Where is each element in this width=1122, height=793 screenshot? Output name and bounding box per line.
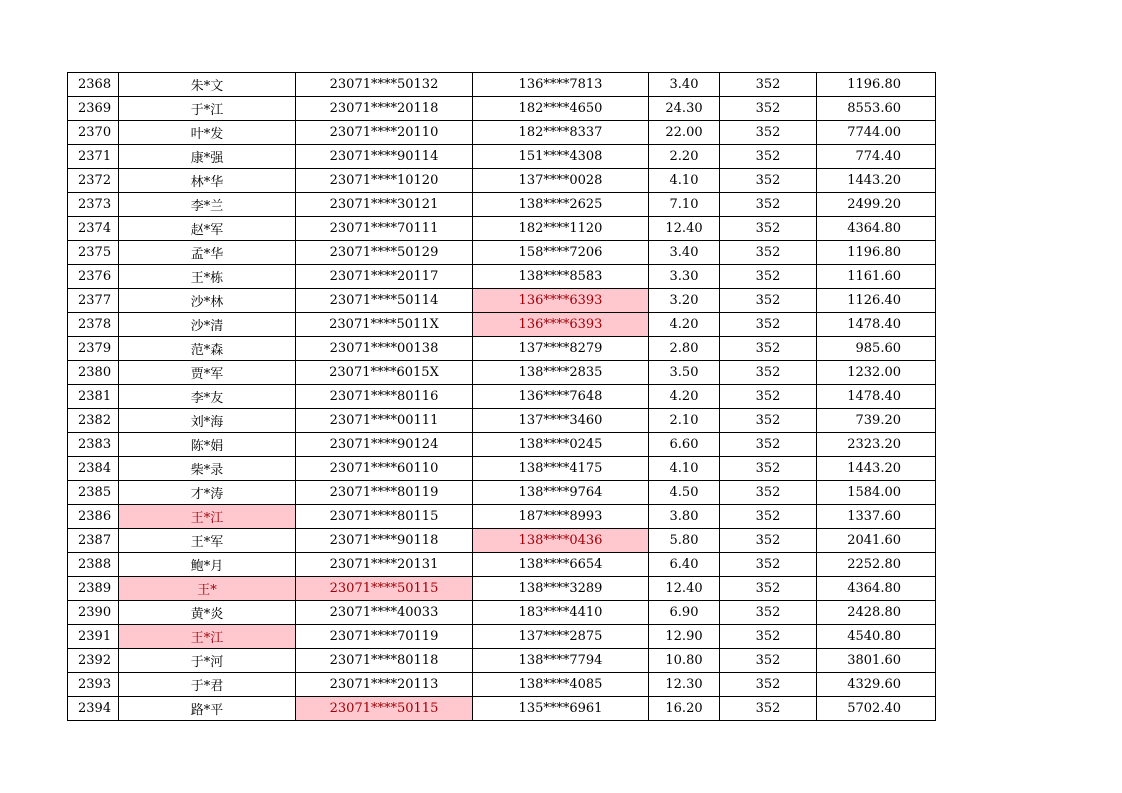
rate-cell: 352 [720,481,817,505]
area-cell: 2.20 [649,145,720,169]
area-cell: 4.10 [649,457,720,481]
row-number-cell: 2370 [68,121,119,145]
area-cell: 2.10 [649,409,720,433]
amount-cell: 5702.40 [817,697,936,721]
rate-cell: 352 [720,553,817,577]
table-row [68,505,936,529]
phone-cell: 135****6961 [473,697,649,721]
phone-cell: 183****4410 [473,601,649,625]
table-row [68,265,936,289]
table-row [68,385,936,409]
phone-cell: 138****2625 [473,193,649,217]
name-cell: 孟*华 [119,241,296,265]
table-row [68,601,936,625]
name-cell: 鲍*月 [119,553,296,577]
area-cell: 10.80 [649,649,720,673]
id-number-cell: 23071****90124 [296,433,473,457]
phone-cell: 158****7206 [473,241,649,265]
rate-cell: 352 [720,289,817,313]
amount-cell: 774.40 [817,145,936,169]
amount-cell: 1443.20 [817,457,936,481]
area-cell: 4.10 [649,169,720,193]
name-cell: 沙*林 [119,289,296,313]
amount-cell: 1196.80 [817,241,936,265]
rate-cell: 352 [720,649,817,673]
table-row [68,697,936,721]
name-cell: 康*强 [119,145,296,169]
row-number-cell: 2375 [68,241,119,265]
name-cell: 李*友 [119,385,296,409]
name-cell: 陈*娟 [119,433,296,457]
name-cell: 柴*录 [119,457,296,481]
id-number-cell: 23071****00138 [296,337,473,361]
phone-cell: 136****7813 [473,73,649,97]
amount-cell: 3801.60 [817,649,936,673]
row-number-cell: 2382 [68,409,119,433]
amount-cell: 1126.40 [817,289,936,313]
table-row [68,409,936,433]
phone-cell: 182****4650 [473,97,649,121]
name-cell: 沙*清 [119,313,296,337]
table-row [68,433,936,457]
phone-cell: 138****7794 [473,649,649,673]
row-number-cell: 2371 [68,145,119,169]
row-number-cell: 2392 [68,649,119,673]
name-cell: 朱*文 [119,73,296,97]
amount-cell: 4364.80 [817,217,936,241]
rate-cell: 352 [720,409,817,433]
name-cell: 才*涛 [119,481,296,505]
rate-cell: 352 [720,625,817,649]
phone-cell: 138****4085 [473,673,649,697]
name-cell: 李*兰 [119,193,296,217]
table-row [68,553,936,577]
row-number-cell: 2389 [68,577,119,601]
table-row [68,361,936,385]
name-cell: 叶*发 [119,121,296,145]
area-cell: 6.40 [649,553,720,577]
id-number-cell: 23071****20118 [296,97,473,121]
id-number-cell: 23071****70111 [296,217,473,241]
table-row [68,457,936,481]
phone-cell: 138****3289 [473,577,649,601]
amount-cell: 2041.60 [817,529,936,553]
row-number-cell: 2376 [68,265,119,289]
table-row [68,649,936,673]
area-cell: 24.30 [649,97,720,121]
area-cell: 12.40 [649,217,720,241]
rate-cell: 352 [720,601,817,625]
id-number-cell: 23071****90118 [296,529,473,553]
id-number-cell: 23071****90114 [296,145,473,169]
table-row [68,577,936,601]
area-cell: 3.50 [649,361,720,385]
amount-cell: 8553.60 [817,97,936,121]
area-cell: 3.20 [649,289,720,313]
row-number-cell: 2377 [68,289,119,313]
rate-cell: 352 [720,73,817,97]
table-row [68,217,936,241]
rate-cell: 352 [720,217,817,241]
amount-cell: 4329.60 [817,673,936,697]
area-cell: 2.80 [649,337,720,361]
row-number-cell: 2385 [68,481,119,505]
row-number-cell: 2369 [68,97,119,121]
phone-cell: 138****9764 [473,481,649,505]
id-number-cell: 23071****80115 [296,505,473,529]
rate-cell: 352 [720,193,817,217]
rate-cell: 352 [720,457,817,481]
table-row [68,313,936,337]
name-cell: 范*森 [119,337,296,361]
table-row [68,97,936,121]
name-cell: 王*江 [119,625,296,649]
row-number-cell: 2381 [68,385,119,409]
area-cell: 12.30 [649,673,720,697]
id-number-cell: 23071****50115 [296,577,473,601]
rate-cell: 352 [720,577,817,601]
id-number-cell: 23071****10120 [296,169,473,193]
amount-cell: 2323.20 [817,433,936,457]
area-cell: 16.20 [649,697,720,721]
name-cell: 王*栋 [119,265,296,289]
id-number-cell: 23071****30121 [296,193,473,217]
rate-cell: 352 [720,361,817,385]
amount-cell: 7744.00 [817,121,936,145]
phone-cell: 182****8337 [473,121,649,145]
area-cell: 12.90 [649,625,720,649]
id-number-cell: 23071****6015X [296,361,473,385]
row-number-cell: 2368 [68,73,119,97]
name-cell: 于*河 [119,649,296,673]
amount-cell: 1478.40 [817,313,936,337]
area-cell: 3.40 [649,73,720,97]
name-cell: 王*军 [119,529,296,553]
row-number-cell: 2387 [68,529,119,553]
rate-cell: 352 [720,241,817,265]
rate-cell: 352 [720,505,817,529]
id-number-cell: 23071****80118 [296,649,473,673]
row-number-cell: 2374 [68,217,119,241]
phone-cell: 136****6393 [473,289,649,313]
rate-cell: 352 [720,385,817,409]
id-number-cell: 23071****50115 [296,697,473,721]
amount-cell: 1196.80 [817,73,936,97]
row-number-cell: 2391 [68,625,119,649]
id-number-cell: 23071****5011X [296,313,473,337]
id-number-cell: 23071****70119 [296,625,473,649]
phone-cell: 136****7648 [473,385,649,409]
row-number-cell: 2379 [68,337,119,361]
data-table [67,72,936,721]
area-cell: 6.60 [649,433,720,457]
phone-cell: 138****6654 [473,553,649,577]
table-row [68,169,936,193]
rate-cell: 352 [720,121,817,145]
phone-cell: 137****2875 [473,625,649,649]
id-number-cell: 23071****50129 [296,241,473,265]
amount-cell: 1161.60 [817,265,936,289]
id-number-cell: 23071****50114 [296,289,473,313]
name-cell: 路*平 [119,697,296,721]
area-cell: 3.30 [649,265,720,289]
phone-cell: 136****6393 [473,313,649,337]
rate-cell: 352 [720,265,817,289]
row-number-cell: 2378 [68,313,119,337]
table-row [68,481,936,505]
id-number-cell: 23071****50132 [296,73,473,97]
area-cell: 3.40 [649,241,720,265]
table-row [68,337,936,361]
phone-cell: 187****8993 [473,505,649,529]
id-number-cell: 23071****20131 [296,553,473,577]
row-number-cell: 2373 [68,193,119,217]
name-cell: 黄*炎 [119,601,296,625]
id-number-cell: 23071****00111 [296,409,473,433]
rate-cell: 352 [720,145,817,169]
row-number-cell: 2383 [68,433,119,457]
phone-cell: 138****0436 [473,529,649,553]
phone-cell: 138****8583 [473,265,649,289]
phone-cell: 138****4175 [473,457,649,481]
row-number-cell: 2380 [68,361,119,385]
name-cell: 刘*海 [119,409,296,433]
name-cell: 于*君 [119,673,296,697]
area-cell: 4.20 [649,385,720,409]
table-row [68,121,936,145]
phone-cell: 137****3460 [473,409,649,433]
phone-cell: 137****8279 [473,337,649,361]
id-number-cell: 23071****80116 [296,385,473,409]
rate-cell: 352 [720,337,817,361]
area-cell: 7.10 [649,193,720,217]
rate-cell: 352 [720,529,817,553]
area-cell: 12.40 [649,577,720,601]
phone-cell: 151****4308 [473,145,649,169]
amount-cell: 2499.20 [817,193,936,217]
area-cell: 5.80 [649,529,720,553]
amount-cell: 739.20 [817,409,936,433]
id-number-cell: 23071****20110 [296,121,473,145]
table-row [68,73,936,97]
table-row [68,193,936,217]
amount-cell: 4364.80 [817,577,936,601]
name-cell: 林*华 [119,169,296,193]
rate-cell: 352 [720,313,817,337]
amount-cell: 985.60 [817,337,936,361]
rate-cell: 352 [720,697,817,721]
amount-cell: 2252.80 [817,553,936,577]
row-number-cell: 2390 [68,601,119,625]
amount-cell: 1232.00 [817,361,936,385]
id-number-cell: 23071****20117 [296,265,473,289]
id-number-cell: 23071****60110 [296,457,473,481]
table-body [68,73,936,721]
amount-cell: 1443.20 [817,169,936,193]
name-cell: 王* [119,577,296,601]
name-cell: 赵*军 [119,217,296,241]
table-row [68,289,936,313]
name-cell: 于*江 [119,97,296,121]
phone-cell: 138****0245 [473,433,649,457]
area-cell: 4.50 [649,481,720,505]
amount-cell: 1478.40 [817,385,936,409]
row-number-cell: 2384 [68,457,119,481]
row-number-cell: 2372 [68,169,119,193]
amount-cell: 2428.80 [817,601,936,625]
amount-cell: 1337.60 [817,505,936,529]
name-cell: 贾*军 [119,361,296,385]
area-cell: 22.00 [649,121,720,145]
id-number-cell: 23071****80119 [296,481,473,505]
table-row [68,625,936,649]
phone-cell: 137****0028 [473,169,649,193]
table-row [68,145,936,169]
row-number-cell: 2393 [68,673,119,697]
row-number-cell: 2388 [68,553,119,577]
area-cell: 3.80 [649,505,720,529]
rate-cell: 352 [720,433,817,457]
table-row [68,241,936,265]
row-number-cell: 2394 [68,697,119,721]
phone-cell: 182****1120 [473,217,649,241]
table-row [68,673,936,697]
id-number-cell: 23071****20113 [296,673,473,697]
rate-cell: 352 [720,169,817,193]
rate-cell: 352 [720,673,817,697]
amount-cell: 4540.80 [817,625,936,649]
name-cell: 王*江 [119,505,296,529]
id-number-cell: 23071****40033 [296,601,473,625]
area-cell: 4.20 [649,313,720,337]
row-number-cell: 2386 [68,505,119,529]
area-cell: 6.90 [649,601,720,625]
rate-cell: 352 [720,97,817,121]
phone-cell: 138****2835 [473,361,649,385]
table-row [68,529,936,553]
amount-cell: 1584.00 [817,481,936,505]
